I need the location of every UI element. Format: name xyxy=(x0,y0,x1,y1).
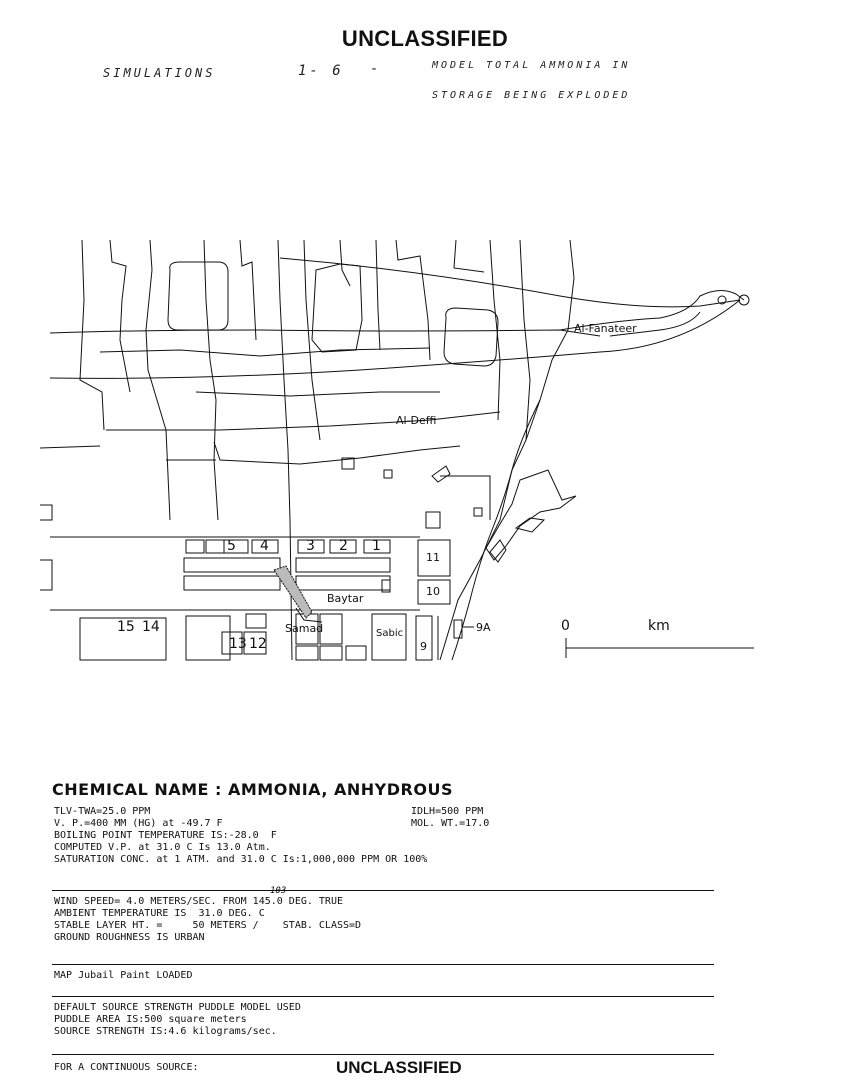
block-number: 14 xyxy=(142,619,160,635)
block-number: 15 xyxy=(117,619,135,635)
classification-header: UNCLASSIFIED xyxy=(341,26,509,51)
handwritten-line1: MODEL TOTAL AMMONIA IN xyxy=(432,60,631,71)
block-number: 4 xyxy=(260,538,269,554)
divider xyxy=(52,964,714,965)
vapor-pressure: V. P.=400 MM (HG) at -49.7 F xyxy=(54,818,223,829)
block-number: 12 xyxy=(249,636,267,652)
block-number: 9 xyxy=(420,640,427,653)
classification-footer: UNCLASSIFIED xyxy=(336,1058,462,1077)
block-number: 11 xyxy=(426,551,440,564)
ambient-temperature: AMBIENT TEMPERATURE IS 31.0 DEG. C xyxy=(54,908,265,919)
divider xyxy=(52,1054,714,1055)
scale-zero: 0 xyxy=(561,618,570,634)
continuous-source: FOR A CONTINUOUS SOURCE: xyxy=(54,1062,199,1073)
block-number: 5 xyxy=(227,538,236,554)
area-map xyxy=(0,230,850,670)
divider xyxy=(52,996,714,997)
block-number: 9A xyxy=(476,621,491,634)
puddle-area: PUDDLE AREA IS:500 square meters xyxy=(54,1014,247,1025)
saturation-conc: SATURATION CONC. at 1 ATM. and 31.0 C Is:1,000,000 PPM OR 100% xyxy=(54,854,428,865)
block-number: 3 xyxy=(306,538,315,554)
block-number: 2 xyxy=(339,538,348,554)
wind-speed: WIND SPEED= 4.0 METERS/SEC. FROM 145.0 DEG. TRUE xyxy=(54,896,343,907)
handwritten-range: 1- 6 xyxy=(298,63,344,79)
handwritten-dash: - xyxy=(370,61,382,77)
block-number: 10 xyxy=(426,585,440,598)
place-label-fanateer: Al-Fanateer xyxy=(574,322,637,335)
place-label-baytar: Baytar xyxy=(327,592,364,605)
molecular-weight: MOL. WT.=17.0 xyxy=(411,818,490,829)
stable-layer: STABLE LAYER HT. = 50 METERS / STAB. CLASS=D xyxy=(54,920,362,931)
wind-correction: 103 xyxy=(270,886,287,896)
block-number: 13 xyxy=(229,636,247,652)
ground-roughness: GROUND ROUGHNESS IS URBAN xyxy=(54,932,205,943)
scale-unit: km xyxy=(648,618,670,634)
map-loaded: MAP Jubail Paint LOADED xyxy=(54,970,193,981)
place-label-deffi: Al-Deffi xyxy=(396,414,437,427)
chemical-name-title: CHEMICAL NAME : AMMONIA, ANHYDROUS xyxy=(52,780,453,799)
boiling-point: BOILING POINT TEMPERATURE IS:-28.0 F xyxy=(54,830,277,841)
handwritten-line2: STORAGE BEING EXPLODED xyxy=(432,90,631,101)
block-number: 1 xyxy=(372,538,381,554)
source-model: DEFAULT SOURCE STRENGTH PUDDLE MODEL USED xyxy=(54,1002,301,1013)
place-label-samad: Samad xyxy=(285,622,324,635)
idlh-value: IDLH=500 PPM xyxy=(411,806,484,817)
place-label-sabic: Sabic xyxy=(376,628,404,639)
handwritten-simulations: SIMULATIONS xyxy=(103,66,216,80)
source-strength: SOURCE STRENGTH IS:4.6 kilograms/sec. xyxy=(54,1026,277,1037)
divider xyxy=(52,890,714,891)
computed-vp: COMPUTED V.P. at 31.0 C Is 13.0 Atm. xyxy=(54,842,271,853)
tlv-value: TLV-TWA=25.0 PPM xyxy=(54,806,151,817)
